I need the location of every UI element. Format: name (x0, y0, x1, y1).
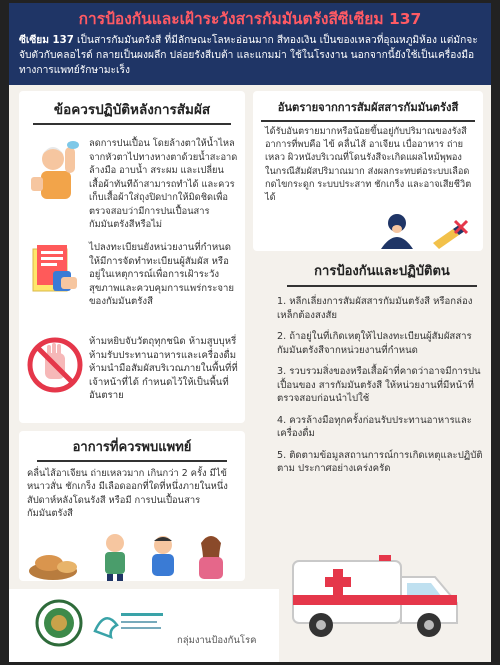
footer (9, 589, 279, 662)
pile-icon (29, 555, 77, 580)
danger-text: ได้รับอันตรายมากหรือน้อยขึ้นอยู่กับปริมาณของรังสี อาการที่พบคือ ไข้ คลื่นไส้ อาเจียน เบื่ออาหาร ถ่ายเหลว ผิวหนังบริเวณที่โดนรังสีจะเกิดแผลไหม้พุพอง ในกรณีสัมผัสปริมาณมาก ส่งผลกระทบต่อระบบเลือด กดไขกระดูก ระบบประสาท ชักเกร็ง และอาจเสียชีวิตได้ (265, 126, 472, 204)
ministry-seal-logo (35, 599, 83, 651)
sick-person-icon-2 (152, 536, 174, 576)
registration-icon (27, 241, 83, 301)
symptoms-divider (37, 460, 227, 462)
footer-label: กลุ่มงานป้องกันโรค (177, 635, 257, 646)
prevention-item-5: 5. ติดตามข้อมูลสถานการณ์การเกิดเหตุและปฏิบัติตาม ประกาศอย่างเคร่งครัด (277, 449, 483, 474)
heading-divider (33, 123, 231, 125)
intro-rest: เป็นสารกัมมันตรังสี ที่มีลักษณะโลหะอ่อนมาก สีทองเงิน เป็นของเหลวที่อุณหภูมิห้อง แต่มักจะจับตัวกับคลอไรด์ กลายเป็นผงผลึก ปล่อยรังสีเบต้า และแกมม่า ใช้ในโรงงาน นอกจากนี้ยังใช้เป็นเครื่องมือทางการแพทย์รักษามะเร็ง (19, 35, 478, 76)
sick-person-icon-1 (105, 534, 125, 581)
after-exposure-text-2: ไปลงทะเบียนยังหน่วยงานที่กำหนดให้มีการจัดทำทะเบียนผู้สัมผัส หรืออยู่ในเหตุการณ์เพื่อการเฝ้าระวังสุขภาพและควบคุมการแพร่กระจายของกัมมันตรังสี (89, 242, 235, 307)
after-exposure-text-1: ลดการปนเปื้อน โดยล้างตาให้น้ำไหลจากหัวตาไปทางหางตาด้วยน้ำสะอาด ล้างมือ อาบน้ำ สระผม และเปลี่ยนเสื้อผ้าทันทีถ้าสามารถทำได้ และควรเก็บเสื้อผ้าใส่ถุงปิดปากให้มิดชิดเพื่อตรวจสอบว่ามีการปนเปื้อนสารกัมมันตรังสีหรือไม่ (89, 138, 238, 230)
no-smoking-icon (431, 219, 469, 253)
prevention-heading: การป้องกันและปฏิบัติตน (314, 264, 450, 279)
prevention-list (277, 295, 487, 476)
vomiting-person-icon (377, 213, 417, 253)
washing-person-icon (27, 137, 83, 197)
symptom-illustrations (27, 531, 247, 581)
symptoms-text: คลื่นไส้อาเจียน ถ่ายเหลวมาก เกินกว่า 2 ครั้ง มีไข้ หนาวสั่น ชักเกร็ง มีเลือดออกที่ใดที่หนึ่งภายในหนึ่งสัปดาห์หลังโดนรังสี หรือมี การปนเปื้อนสารกัมมันตรังสี (27, 468, 228, 520)
poster (9, 3, 491, 662)
prevention-item-3: 3. รวบรวมสิ่งของหรือเสื้อผ้าที่คาดว่าอาจมีการปนเปื้อนของ สารกัมมันตรังสี ให้หน่วยงานที่มีหน้าที่ตรวจสอบก่อนนำไปใช้ (277, 366, 481, 404)
department-logo (89, 605, 167, 645)
ambulance-icon (285, 555, 465, 645)
intro-text (19, 33, 481, 78)
page-title: การป้องกันและเฝ้าระวังสารกัมมันตรังสีซีเซียม 137 (78, 10, 422, 28)
danger-panel (253, 91, 483, 251)
header (9, 3, 491, 85)
intro-bold: ซีเซียม 137 (19, 35, 74, 46)
symptoms-heading: อาการที่ควรพบแพทย์ (72, 440, 192, 455)
after-exposure-text-3: ห้ามหยิบจับวัตถุทุกชนิด ห้ามสูบบุหรี่ ห้ามรับประทานอาหารและเครื่องดื่ม ห้ามนำมือสัมผัสบริเวณภายในพื้นที่ที่เจ้าหน้าที่ได้ กำหนดไว้ให้เป็นพื้นที่อันตราย (89, 336, 238, 401)
after-exposure-item-3 (27, 335, 237, 421)
prevention-panel (277, 259, 487, 549)
after-exposure-item-1 (27, 137, 237, 229)
danger-heading: อันตรายจากการสัมผัสสารกัมมันตรังสี (277, 101, 459, 114)
prevention-divider (287, 285, 477, 287)
prevention-item-2: 2. ถ้าอยู่ในที่เกิดเหตุให้ไปลงทะเบียนผู้สัมผัสสารกัมมันตรังสีจากหน่วยงานที่กำหนด (277, 331, 472, 356)
danger-divider (261, 120, 475, 122)
prevention-item-1: 1. หลีกเลี่ยงการสัมผัสสารกัมมันตรังสี หรือกล่องเหล็กต้องสงสัย (277, 296, 473, 321)
after-exposure-item-2 (27, 241, 237, 321)
after-exposure-panel (19, 91, 245, 423)
sick-person-icon-3 (199, 536, 223, 579)
prohibited-hand-icon (27, 335, 83, 395)
after-exposure-heading: ข้อควรปฏิบัติหลังการสัมผัส (53, 102, 211, 118)
symptoms-panel (19, 431, 245, 581)
prevention-item-4: 4. ควรล้างมือทุกครั้งก่อนรับประทานอาหารและเครื่องดื่ม (277, 414, 472, 439)
